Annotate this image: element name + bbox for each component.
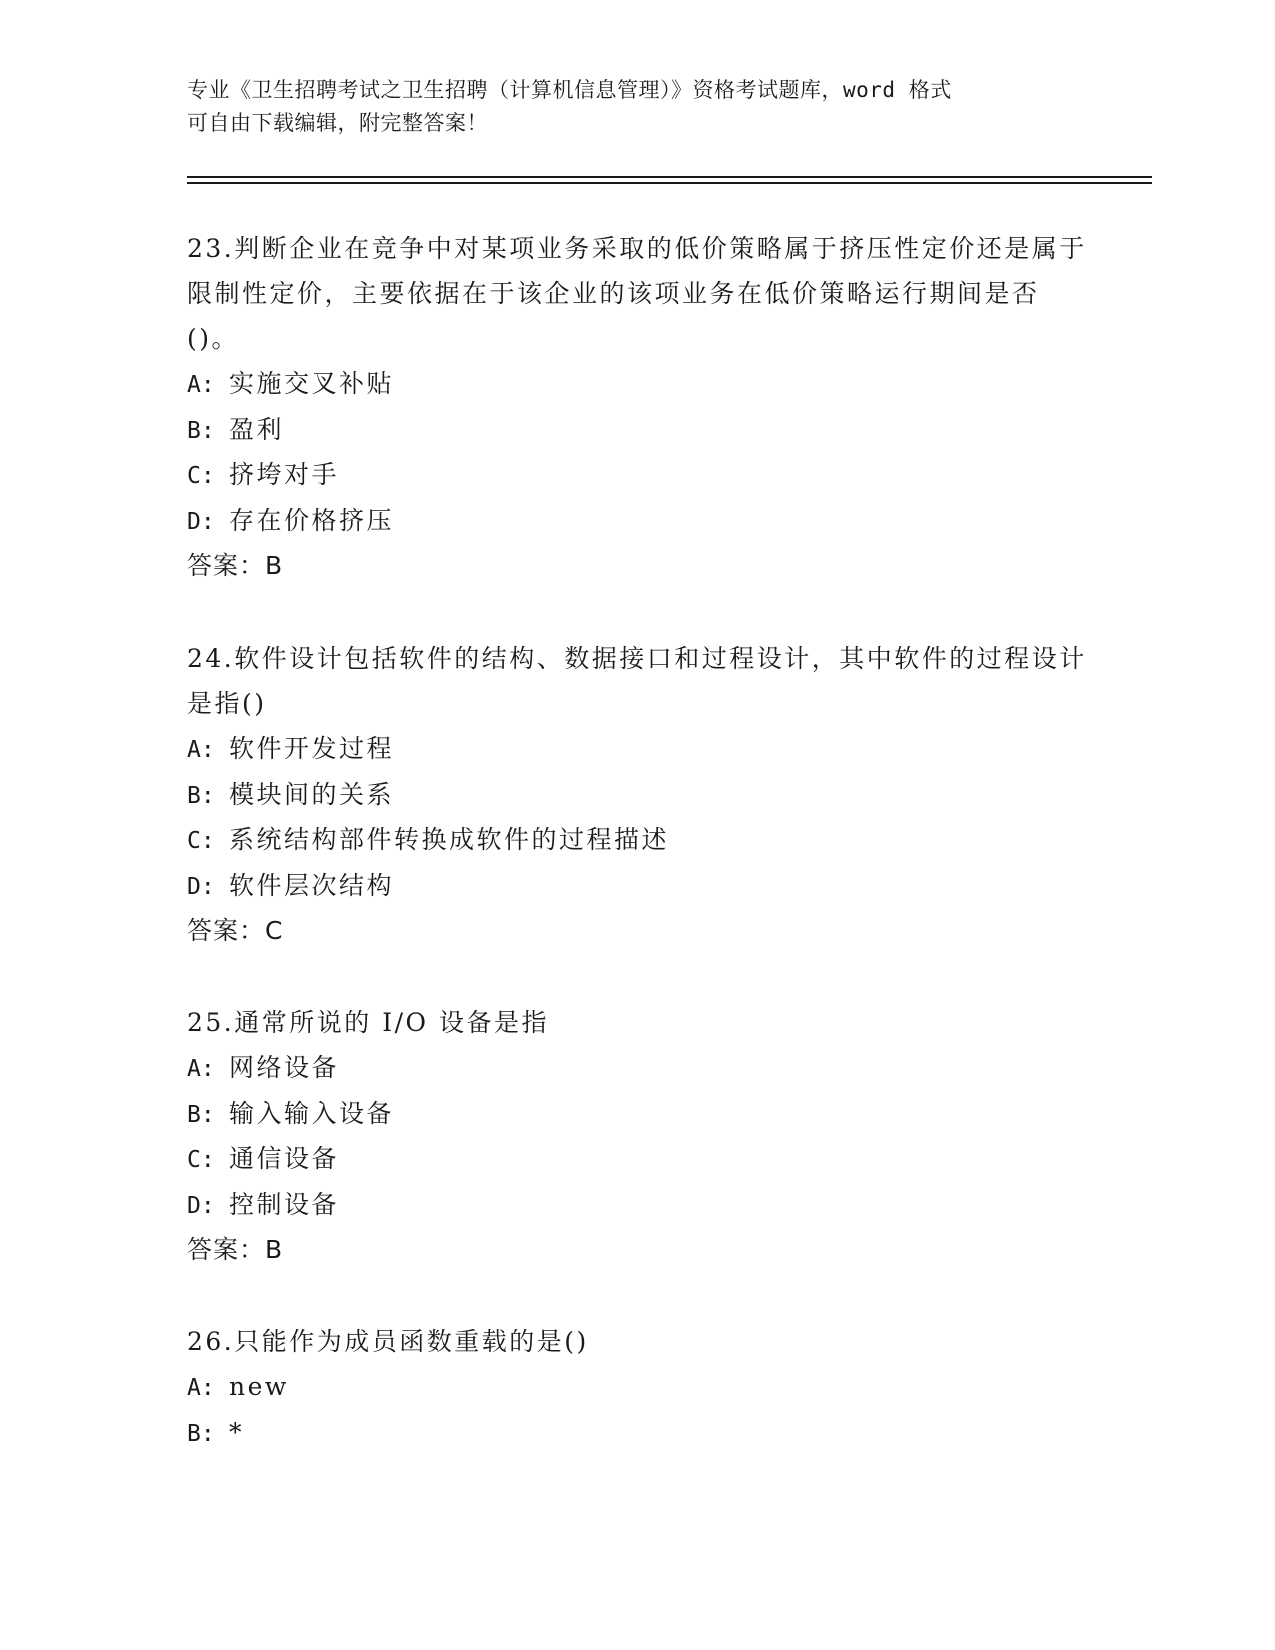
option-c — [187, 817, 1087, 863]
question-25 — [187, 1000, 1087, 1272]
option-text: 实施交叉补贴 — [229, 369, 395, 398]
option-a — [187, 1045, 1087, 1091]
header-line-1: 专业《卫生招聘考试之卫生招聘（计算机信息管理）》资格考试题库，word 格式 — [187, 78, 952, 102]
option-list — [187, 361, 1087, 543]
option-key: B: — [187, 1101, 215, 1128]
answer-label: 答案：B — [187, 1235, 284, 1264]
option-text: 输入输入设备 — [229, 1098, 395, 1128]
question-26 — [187, 1319, 1087, 1455]
option-list — [187, 1045, 1087, 1227]
option-key: B: — [187, 417, 215, 444]
option-text: 存在价格挤压 — [229, 505, 395, 535]
option-text: 盈利 — [229, 414, 285, 444]
option-text: 模块间的关系 — [229, 779, 395, 809]
option-key: A: — [187, 372, 215, 398]
option-text: 挤垮对手 — [229, 460, 340, 489]
option-key: C: — [187, 1147, 215, 1173]
option-d — [187, 863, 1087, 909]
option-key: A: — [187, 737, 215, 763]
option-key: B: — [187, 782, 215, 809]
option-c — [187, 452, 1087, 498]
question-24 — [187, 636, 1087, 953]
option-key: D: — [187, 508, 215, 535]
option-key: D: — [187, 1192, 215, 1219]
option-key: C: — [187, 463, 215, 489]
option-b — [187, 1410, 1087, 1456]
document-header — [187, 74, 1087, 140]
option-d — [187, 1182, 1087, 1228]
option-a — [187, 726, 1087, 772]
option-c — [187, 1136, 1087, 1182]
option-text: 通信设备 — [229, 1144, 340, 1173]
option-key: B: — [187, 1420, 215, 1447]
option-d — [187, 498, 1087, 544]
question-text: 26.只能作为成员函数重载的是() — [187, 1327, 589, 1356]
option-key: D: — [187, 873, 215, 900]
option-text: 控制设备 — [229, 1189, 340, 1219]
option-key: A: — [187, 1375, 215, 1401]
header-divider-top — [187, 176, 1152, 178]
option-text: new — [229, 1372, 289, 1401]
option-a — [187, 361, 1087, 407]
option-key: A: — [187, 1056, 215, 1082]
option-text: 系统结构部件转换成软件的过程描述 — [229, 825, 670, 854]
option-text: 软件层次结构 — [229, 870, 395, 900]
option-b — [187, 407, 1087, 453]
header-divider-bottom — [187, 182, 1152, 184]
option-key: C: — [187, 828, 215, 854]
option-text: 网络设备 — [229, 1053, 340, 1082]
answer-label: 答案：B — [187, 551, 284, 580]
question-23 — [187, 226, 1087, 588]
answer-label: 答案：C — [187, 916, 284, 945]
question-text: 25.通常所说的 I/O 设备是指 — [187, 1008, 549, 1037]
question-text: 23.判断企业在竞争中对某项业务采取的低价策略属于挤压性定价还是属于限制性定价，主要依据在于该企业的该项业务在低价策略运行期间是否()。 — [187, 234, 1087, 353]
question-text: 24.软件设计包括软件的结构、数据接口和过程设计，其中软件的过程设计是指() — [187, 644, 1087, 718]
option-text: * — [229, 1417, 244, 1447]
option-b — [187, 772, 1087, 818]
option-a — [187, 1364, 1087, 1410]
option-list — [187, 726, 1087, 908]
option-b — [187, 1091, 1087, 1137]
option-text: 软件开发过程 — [229, 734, 395, 763]
option-list — [187, 1364, 1087, 1455]
header-line-2: 可自由下载编辑，附完整答案！ — [187, 111, 488, 135]
